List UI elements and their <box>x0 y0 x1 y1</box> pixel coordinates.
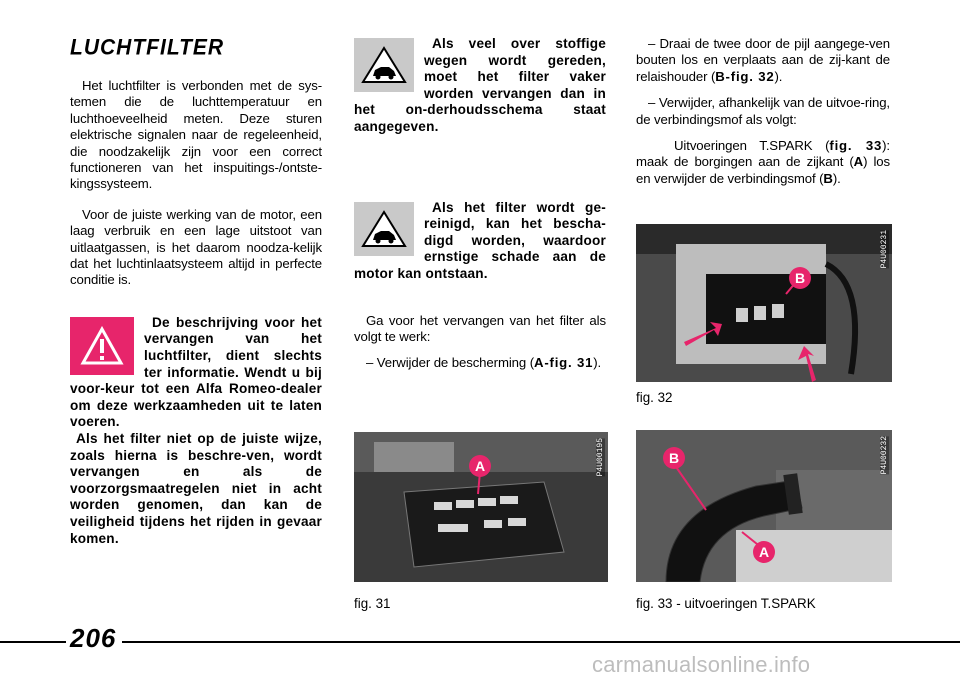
step-text: ). <box>832 170 841 186</box>
callout-label-a: A <box>758 544 770 560</box>
part-reference-a: A <box>853 154 864 170</box>
figure-31-image <box>354 432 608 582</box>
step-remove-sleeve: – Verwijder, afhankelijk van de uitvoe-ring, de verbindingsmof als volgt: <box>636 95 890 127</box>
figure-code: P4U00232 <box>880 436 889 475</box>
figure-reference: fig. 33 <box>829 138 883 154</box>
column-right <box>636 36 890 197</box>
column-left <box>70 36 322 547</box>
figure-32-caption: fig. 32 <box>636 390 673 405</box>
step-text: – Verwijder de bescherming ( <box>366 355 534 371</box>
watermark-text: carmanualsonline.info <box>592 652 811 677</box>
figure-33-image <box>636 430 892 582</box>
note-dusty-roads-text: Als veel over stoffige wegen wordt gereden, moet het filter vaker worden vervangen dan in het on-derhoudsschema staat aangegeven. <box>354 36 606 134</box>
section-heading: LUCHTFILTER <box>70 35 225 60</box>
note-cleaning-text: Als het filter wordt ge-reinigd, kan het bescha-digd worden, waardoor ernstige schade aan de motor kan ontstaan. <box>354 199 606 281</box>
warning-text-dealer: De beschrijving voor het vervangen van het luchtfilter, dient slechts ter informatie. Wendt u bij voor-keur tot een Alfa Romeo-dealer om deze werkzaamheden uit te laten voeren. <box>70 314 322 430</box>
figure-reference: A-fig. 31 <box>534 355 594 371</box>
callout-label-a: A <box>474 458 486 474</box>
step-text: ). <box>774 68 783 84</box>
note-cleaning <box>354 200 606 283</box>
step-text: – Draai de twee door de pijl aangege-ven bouten los en verplaats aan de zij-kant de relaishouder ( <box>636 36 890 84</box>
column-middle <box>354 36 606 382</box>
warning-text-safety: Als het filter niet op de juiste wijze, zoals hierna is beschre-ven, wordt vervangen en als de voorzorgsmaatregelen niet in acht worden genomen, dan kan de veiligheid tijdens het rijden in gevaar komen. <box>70 431 322 546</box>
callout-label-b: B <box>794 270 806 286</box>
figure-code: P4U00231 <box>880 230 889 269</box>
step-text: Uitvoeringen T.SPARK ( <box>674 138 830 154</box>
step-remove-cover <box>354 355 606 371</box>
paragraph-engine: Voor de juiste werking van de motor, een laag verbruik en een lage uitstoot van uitlaatgassen, is het daarom noodza-kelijk dat het luchtinlaatsysteem altijd in perfecte conditie is. <box>70 206 322 288</box>
paragraph-intro: Het luchtfilter is verbonden met de sys-temen die de luchttemperatuur en luchthoeveelheid meten. Deze sturen elektrische signalen naar de regeleenheid, die noodzakelijk zijn voor een correct functioneren van het inspuitings-/ontste-kingssysteem. <box>70 78 322 192</box>
figure-31-caption: fig. 31 <box>354 596 391 611</box>
footer-rule-left <box>0 641 66 643</box>
callout-label-b: B <box>668 450 680 466</box>
step-text: ): maak de borgingen aan de zijkant ( <box>636 138 890 170</box>
note-dusty-roads <box>354 36 606 136</box>
footer-rule-right <box>122 641 960 643</box>
step-tspark <box>636 138 890 187</box>
step-text: ). <box>593 355 602 371</box>
figure-code: P4U00195 <box>596 438 605 477</box>
step-text: ) los en verwijder de verbindingsmof ( <box>636 154 890 186</box>
paragraph-procedure: Ga voor het vervangen van het filter als volgt te werk: <box>354 312 606 344</box>
part-reference-b: B <box>823 170 833 186</box>
car-warning-icon <box>354 202 414 256</box>
page-number: 206 <box>70 623 117 653</box>
warning-block <box>70 315 322 547</box>
car-warning-icon <box>354 38 414 92</box>
warning-triangle-icon <box>70 317 134 375</box>
figure-reference: B-fig. 32 <box>715 68 775 84</box>
figure-32-image <box>636 224 892 382</box>
step-loosen-bolts <box>636 36 890 85</box>
figure-33-caption: fig. 33 - uitvoeringen T.SPARK <box>636 596 816 611</box>
